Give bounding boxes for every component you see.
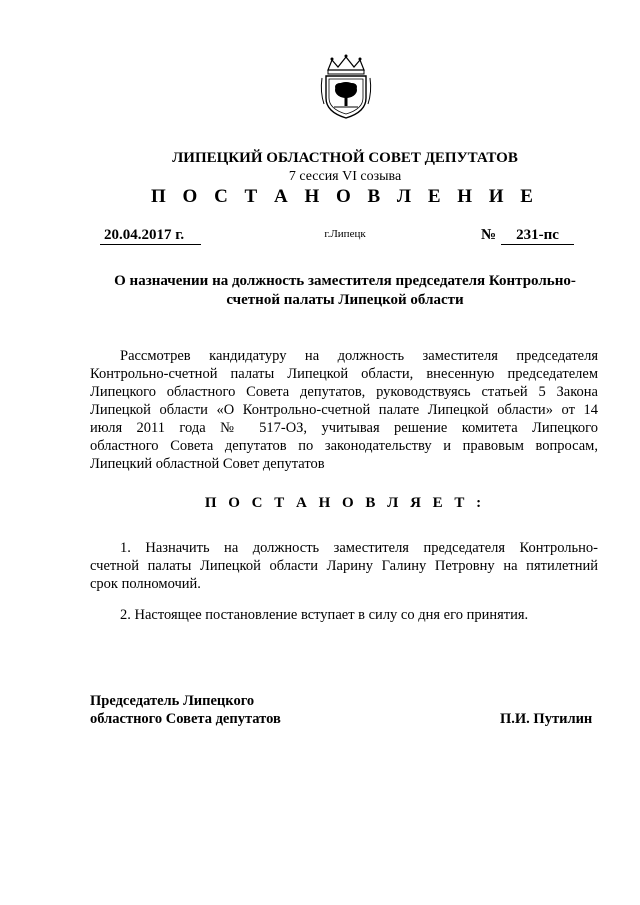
document-date: 20.04.2017 г.: [100, 227, 201, 245]
preamble-line: Рассмотрев кандидатуру на должность заместителя председателя: [120, 348, 598, 364]
preamble-line: Липецкой области «О Контрольно-счетной палате Липецкой области» от 14: [90, 402, 598, 418]
subject-line: счетной палаты Липецкой области: [226, 292, 464, 308]
document-type-title: П О С Т А Н О В Л Е Н И Е: [151, 186, 539, 207]
signatory-title: [90, 692, 281, 728]
subject-line: О назначении на должность заместителя председателя Контрольно-: [114, 273, 576, 289]
document-subject: [90, 272, 600, 310]
item-line: срок полномочий.: [90, 576, 201, 592]
resolves-heading: П О С Т А Н О В Л Я Е Т :: [204, 495, 486, 511]
signatory-title-line: Председатель Липецкого: [90, 693, 255, 709]
preamble-line: Контрольно-счетной палаты Липецкой области, внесенную председателем: [90, 366, 598, 382]
signatory-name: П.И. Путилин: [500, 711, 593, 727]
resolution-item-2: 2. Настоящее постановление вступает в силу со дня его принятия.: [120, 607, 529, 623]
signatory-title-line: областного Совета депутатов: [90, 711, 281, 727]
item-line: счетной палаты Липецкой области Ларину Галину Петровну на пятилетний: [90, 558, 598, 574]
preamble-line: Липецкого областного Совета депутатов, руководствуясь статьей 5 Закона: [90, 384, 598, 400]
preamble-line: областного Совета депутатов по законодательству и правовым вопросам,: [90, 438, 598, 454]
document-number: 231-пс: [501, 227, 574, 245]
coat-of-arms-icon: [318, 52, 374, 120]
document-city: г.Липецк: [324, 228, 366, 240]
preamble-paragraph: [90, 347, 598, 473]
session-info: 7 сессия VI созыва: [288, 169, 402, 184]
item-line: 1. Назначить на должность заместителя председателя Контрольно-: [120, 540, 598, 556]
organization-name: ЛИПЕЦКИЙ ОБЛАСТНОЙ СОВЕТ ДЕПУТАТОВ: [172, 150, 518, 166]
number-sign: №: [481, 227, 497, 243]
resolution-item-1: [90, 539, 598, 593]
preamble-line: июля 2011 года № 517-ОЗ, учитывая решение комитета Липецкого: [90, 420, 598, 436]
preamble-line: Липецкий областной Совет депутатов: [90, 456, 325, 472]
